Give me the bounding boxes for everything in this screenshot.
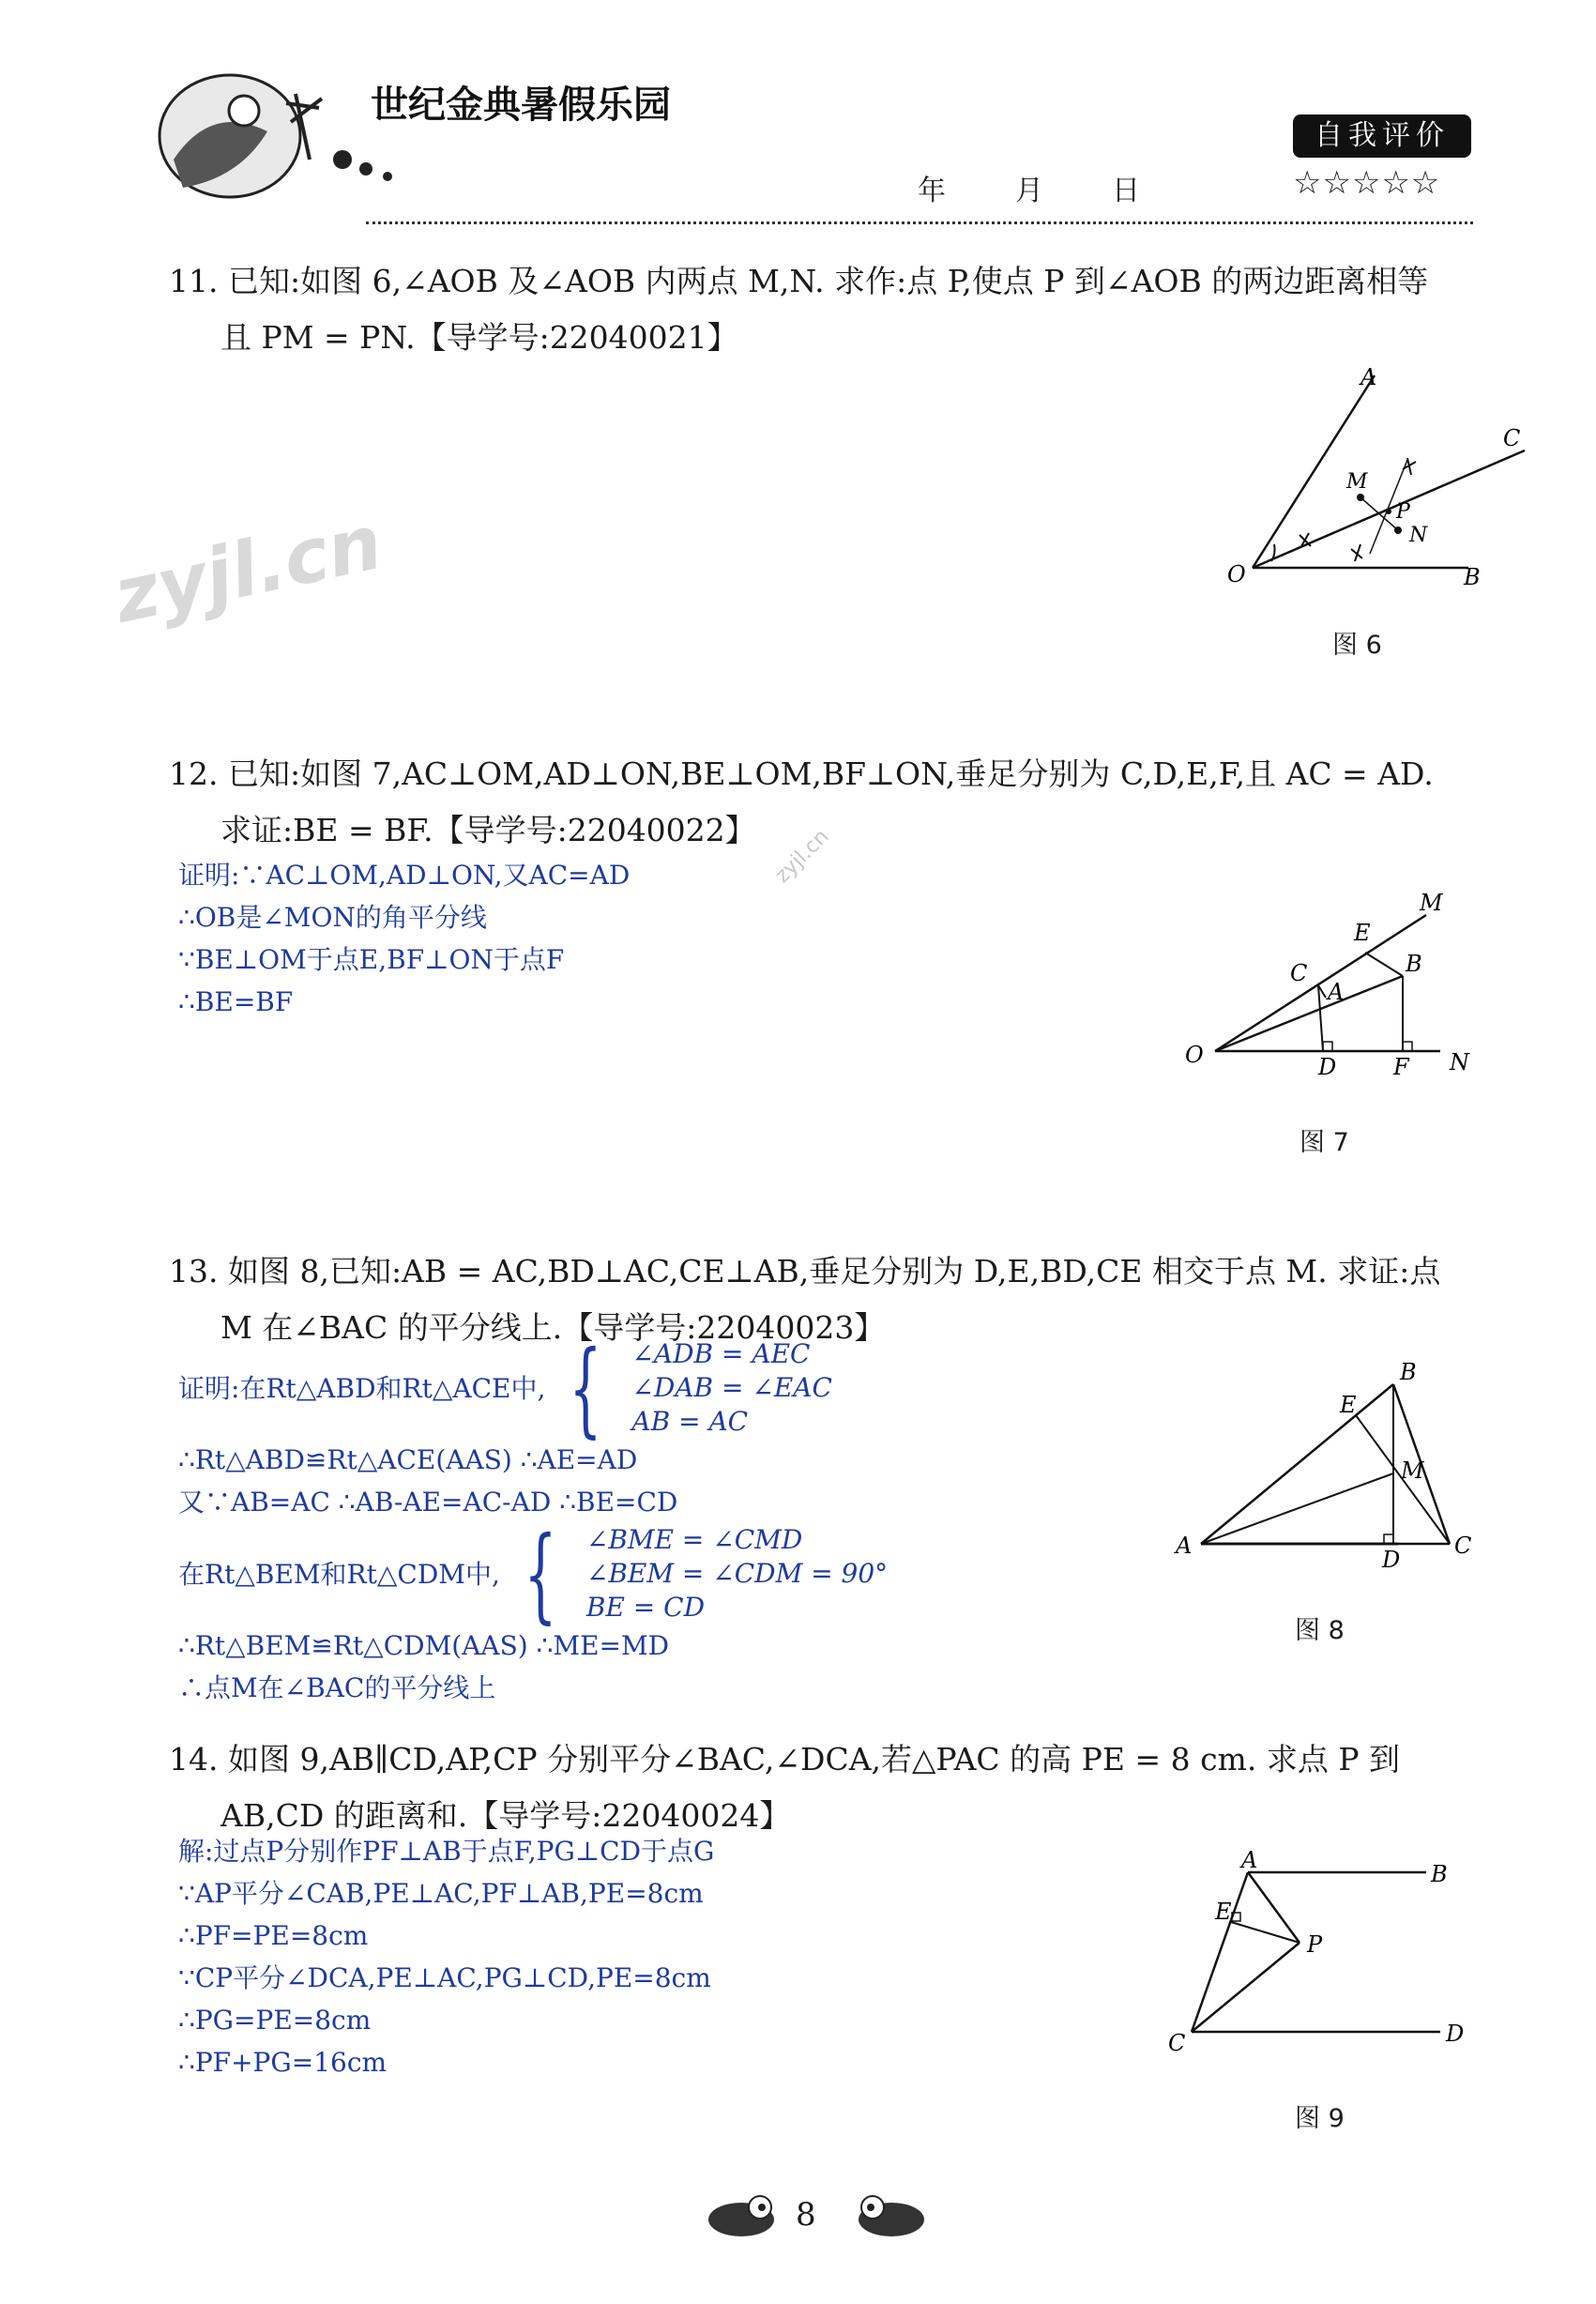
q13-brace2-item: ∠BME = ∠CMD xyxy=(585,1524,803,1555)
fig9-label-B: B xyxy=(1431,1861,1448,1887)
fig8-label-D: D xyxy=(1382,1547,1401,1573)
q13-answer-line: ∴Rt△BEM≌Rt△CDM(AAS) ∴ME=MD xyxy=(178,1630,670,1661)
fig9-label-P: P xyxy=(1307,1931,1323,1958)
fig7-caption: 图 7 xyxy=(1300,1128,1349,1157)
bird-right-icon xyxy=(849,2187,934,2243)
q12-answer-line: ∴BE=BF xyxy=(178,986,294,1017)
q13-brace-block-1 xyxy=(178,1328,888,1448)
fig7-label-A: A xyxy=(1328,979,1345,1005)
date-month: 月 xyxy=(1015,175,1045,207)
fig7-label-E: E xyxy=(1354,920,1371,946)
date-year: 年 xyxy=(918,175,948,207)
date-day: 日 xyxy=(1112,175,1142,207)
header-logo xyxy=(155,66,774,206)
fig7-label-F: F xyxy=(1393,1054,1409,1080)
fig6-label-C: C xyxy=(1503,425,1521,451)
fig7-label-C: C xyxy=(1290,960,1308,986)
q13-line2: M 在∠BAC 的平分线上.【导学号:22040023】 xyxy=(220,1309,886,1346)
q12-answer-line: ∵BE⊥OM于点E,BF⊥ON于点F xyxy=(178,944,565,975)
q14-answer-line: 解:过点P分别作PF⊥AB于点F,PG⊥CD于点G xyxy=(178,1836,715,1867)
bird-left-icon xyxy=(699,2187,783,2243)
q13-line1: 13. 如图 8,已知:AB = AC,BD⊥AC,CE⊥AB,垂足分别为 D,E,BD,CE 相交于点 M. 求证:点 xyxy=(169,1253,1441,1289)
fig7-label-M: M xyxy=(1420,890,1443,916)
self-evaluation-badge: 自我评价 xyxy=(1293,114,1471,158)
figure-7 xyxy=(1178,863,1487,1089)
q13-brace1-item: ∠ADB = AEC xyxy=(631,1338,811,1369)
q14-answer-line: ∴PG=PE=8cm xyxy=(178,2005,372,2036)
fig6-label-P: P xyxy=(1396,500,1410,524)
fig7-label-B: B xyxy=(1406,951,1422,977)
q13-answer-intro2: 在Rt△BEM和Rt△CDM中, xyxy=(178,1558,500,1590)
q14-answer-line: ∴PF=PE=8cm xyxy=(178,1920,369,1951)
fig8-label-B: B xyxy=(1400,1359,1417,1385)
q13-answer xyxy=(178,1328,889,1709)
q13-brace-block-2 xyxy=(178,1514,889,1634)
fig9-caption: 图 9 xyxy=(1295,2104,1345,2133)
figure-9 xyxy=(1149,1839,1487,2065)
watermark-small: zyjl.cn xyxy=(770,824,834,889)
brace-icon: { xyxy=(524,1514,557,1634)
q13-brace2-items xyxy=(586,1523,888,1625)
question-11 xyxy=(169,253,1482,366)
fig7-label-D: D xyxy=(1318,1054,1337,1080)
fig6-label-O: O xyxy=(1227,561,1246,587)
q14-answer xyxy=(178,1830,714,2083)
q14-line1: 14. 如图 9,AB∥CD,AP,CP 分别平分∠BAC,∠DCA,若△PAC 的高 PE = 8 cm. 求点 P 到 xyxy=(169,1741,1401,1778)
q12-answer-line: 证明:∵AC⊥OM,AD⊥ON,又AC=AD xyxy=(178,860,631,891)
q13-answer-line: 又∵AB=AC ∴AB-AE=AC-AD ∴BE=CD xyxy=(178,1487,678,1518)
rating-stars: ☆☆☆☆☆ xyxy=(1293,164,1441,202)
figure-8 xyxy=(1168,1356,1487,1581)
q14-answer-line: ∵CP平分∠DCA,PE⊥AC,PG⊥CD,PE=8cm xyxy=(178,1962,711,1993)
header-divider xyxy=(366,221,1473,224)
q14-line2: AB,CD 的距离和.【导学号:22040024】 xyxy=(220,1797,791,1834)
fig6-caption: 图 6 xyxy=(1332,631,1382,660)
figure-6 xyxy=(1210,357,1529,601)
q11-line2: 且 PM = PN.【导学号:22040021】 xyxy=(220,319,738,356)
fig8-caption: 图 8 xyxy=(1295,1616,1345,1645)
fig9-label-C: C xyxy=(1168,2030,1186,2056)
q13-brace2-item: ∠BEM = ∠CDM = 90° xyxy=(585,1558,889,1589)
fig9-label-A: A xyxy=(1241,1847,1258,1873)
fig6-label-A: A xyxy=(1360,364,1377,390)
q12-answer xyxy=(178,854,630,1023)
page-number: 8 xyxy=(796,2196,816,2234)
q14-answer-line: ∴PF+PG=16cm xyxy=(178,2047,388,2078)
fig8-label-A: A xyxy=(1176,1533,1193,1559)
fig9-label-E: E xyxy=(1215,1899,1232,1925)
q12-line1: 12. 已知:如图 7,AC⊥OM,AD⊥ON,BE⊥OM,BF⊥ON,垂足分别为 C,D,E,F,且 AC = AD. xyxy=(169,755,1434,792)
question-12 xyxy=(169,746,1482,859)
q12-answer-line: ∴OB是∠MON的角平分线 xyxy=(178,902,487,933)
fig7-label-N: N xyxy=(1450,1049,1469,1076)
q11-line1: 11. 已知:如图 6,∠AOB 及∠AOB 内两点 M,N. 求作:点 P,使点 P 到∠AOB 的两边距离相等 xyxy=(169,263,1429,299)
q13-brace1-item: ∠DAB = ∠EAC xyxy=(631,1372,832,1403)
brace-icon: { xyxy=(569,1328,602,1448)
q14-answer-line: ∵AP平分∠CAB,PE⊥AC,PF⊥AB,PE=8cm xyxy=(178,1878,704,1909)
q13-answer-line: ∴Rt△ABD≌Rt△ACE(AAS) ∴AE=AD xyxy=(178,1444,638,1475)
fig6-label-B: B xyxy=(1464,564,1481,590)
q12-line2: 求证:BE = BF.【导学号:22040022】 xyxy=(220,812,756,848)
fig8-label-E: E xyxy=(1340,1392,1357,1418)
q13-answer-line: ∴点M在∠BAC的平分线上 xyxy=(178,1672,496,1703)
logo-title: 世纪金典暑假乐园 xyxy=(371,83,671,127)
q13-answer-intro: 证明:在Rt△ABD和Rt△ACE中, xyxy=(178,1372,546,1404)
fig6-label-N: N xyxy=(1409,524,1428,547)
fig9-label-D: D xyxy=(1446,2021,1465,2047)
fig7-label-O: O xyxy=(1185,1042,1204,1068)
question-14 xyxy=(169,1732,1482,1844)
q13-brace2-item: BE = CD xyxy=(585,1592,706,1623)
fig8-label-C: C xyxy=(1454,1533,1472,1559)
watermark-large: zyjl.cn xyxy=(106,498,389,640)
fig8-label-M: M xyxy=(1401,1457,1424,1484)
q13-brace1-item: AB = AC xyxy=(631,1406,749,1437)
q13-brace1-items xyxy=(631,1337,832,1439)
fig6-label-M: M xyxy=(1346,470,1368,494)
